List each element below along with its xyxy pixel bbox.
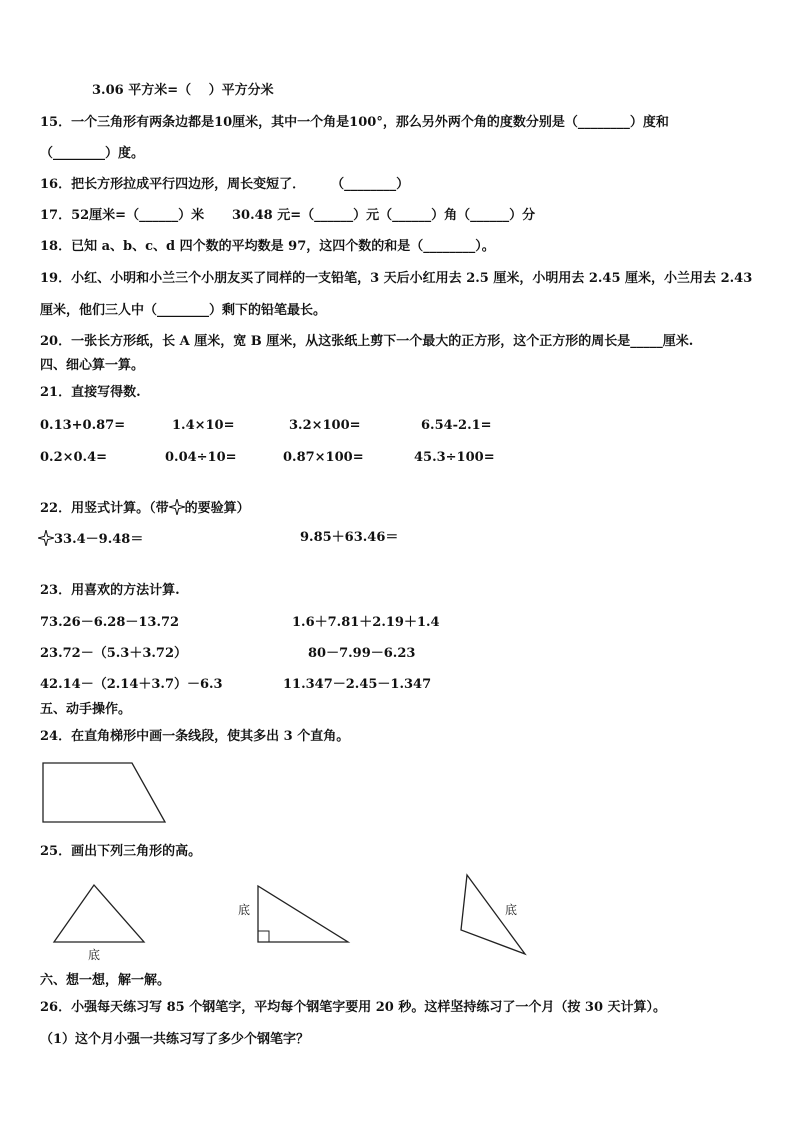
calc-0-04-div-10: 0.04÷10=: [165, 450, 237, 465]
star-check-icon: [169, 499, 185, 515]
question-19-line2: 厘米，他们三人中（________）剩下的铅笔最长。: [40, 303, 327, 318]
calc-45-3-div-100: 45.3÷100=: [414, 450, 495, 465]
question-23-problem-2: 1.6＋7.81＋2.19＋1.4: [292, 615, 440, 630]
question-22-problem-b: 9.85＋63.46＝: [300, 530, 399, 545]
question-26-part-1: （1）这个月小强一共练习写了多少个钢笔字？: [40, 1032, 310, 1047]
base-label: 底: [505, 903, 518, 917]
base-label: 底: [238, 903, 251, 917]
base-label: 底: [88, 948, 101, 962]
question-18: 18．已知 a、b、c、d 四个数的平均数是 97，这四个数的和是（________）。: [40, 239, 495, 254]
question-16: 16．把长方形拉成平行四边形，周长变短了． （________）: [40, 177, 410, 192]
triangle-3-figure: [455, 870, 535, 960]
question-20: 20．一张长方形纸，长 A 厘米，宽 B 厘米，从这张纸上剪下一个最大的正方形，这个正方形的周长是_____厘米.: [40, 334, 694, 349]
triangle-2-figure: [234, 882, 354, 947]
question-21: 21．直接写得数.: [40, 385, 141, 400]
calc-6-54-minus-2-1: 6.54-2.1=: [421, 418, 492, 433]
calc-0-87-times-100: 0.87×100=: [283, 450, 364, 465]
question-26: 26．小强每天练习写 85 个钢笔字，平均每个钢笔字要用 20 秒。这样坚持练习了一个月（按 30 天计算）。: [40, 1000, 667, 1015]
question-25: 25．画出下列三角形的高。: [40, 844, 202, 859]
question-23-problem-3: 23.72－（5.3＋3.72）: [40, 646, 187, 661]
question-23-problem-1: 73.26－6.28－13.72: [40, 615, 180, 630]
question-22-problem-a-text: 33.4－9.48＝: [54, 532, 144, 547]
triangle-1-figure: [48, 882, 153, 962]
calc-3-2-times-100: 3.2×100=: [289, 418, 361, 433]
question-15-line1: 15．一个三角形有两条边都是10厘米，其中一个角是100°，那么另外两个角的度数分别是（________）度和: [40, 115, 669, 130]
right-trapezoid-figure: [40, 760, 170, 825]
question-22-text-pre: 22．用竖式计算。（带: [40, 501, 169, 516]
question-23-problem-6: 11.347－2.45－1.347: [283, 677, 432, 692]
question-23-problem-5: 42.14－（2.14＋3.7）－6.3: [40, 677, 223, 692]
question-24: 24．在直角梯形中画一条线段，使其多出 3 个直角。: [40, 729, 350, 744]
section-4-heading: 四、细心算一算。: [40, 358, 145, 373]
question-22-problem-a: [38, 530, 143, 548]
question-22: [40, 499, 250, 517]
calc-1-4-times-10: 1.4×10=: [172, 418, 235, 433]
question-22-text-post: 的要验算）: [184, 501, 250, 516]
question-17-part2: 30.48 元=（______）元（______）角（______）分: [232, 208, 536, 223]
section-6-heading: 六、想一想，解一解。: [40, 973, 171, 988]
star-check-icon: [38, 530, 54, 546]
question-23-problem-4: 80－7.99－6.23: [308, 646, 416, 661]
question-23: 23．用喜欢的方法计算.: [40, 583, 180, 598]
question-17-part1: 17．52厘米=（______）米: [40, 208, 205, 223]
question-15-line2: （________）度。: [40, 146, 145, 161]
calc-0-2-times-0-4: 0.2×0.4=: [40, 450, 108, 465]
section-5-heading: 五、动手操作。: [40, 702, 132, 717]
line-3-06: 3.06 平方米=（ ）平方分米: [92, 83, 274, 98]
question-19-line1: 19．小红、小明和小兰三个小朋友买了同样的一支铅笔，3 天后小红用去 2.5 厘米，小明用去 2.45 厘米，小兰用去 2.43: [40, 271, 753, 286]
calc-0-13-plus-0-87: 0.13+0.87=: [40, 418, 126, 433]
